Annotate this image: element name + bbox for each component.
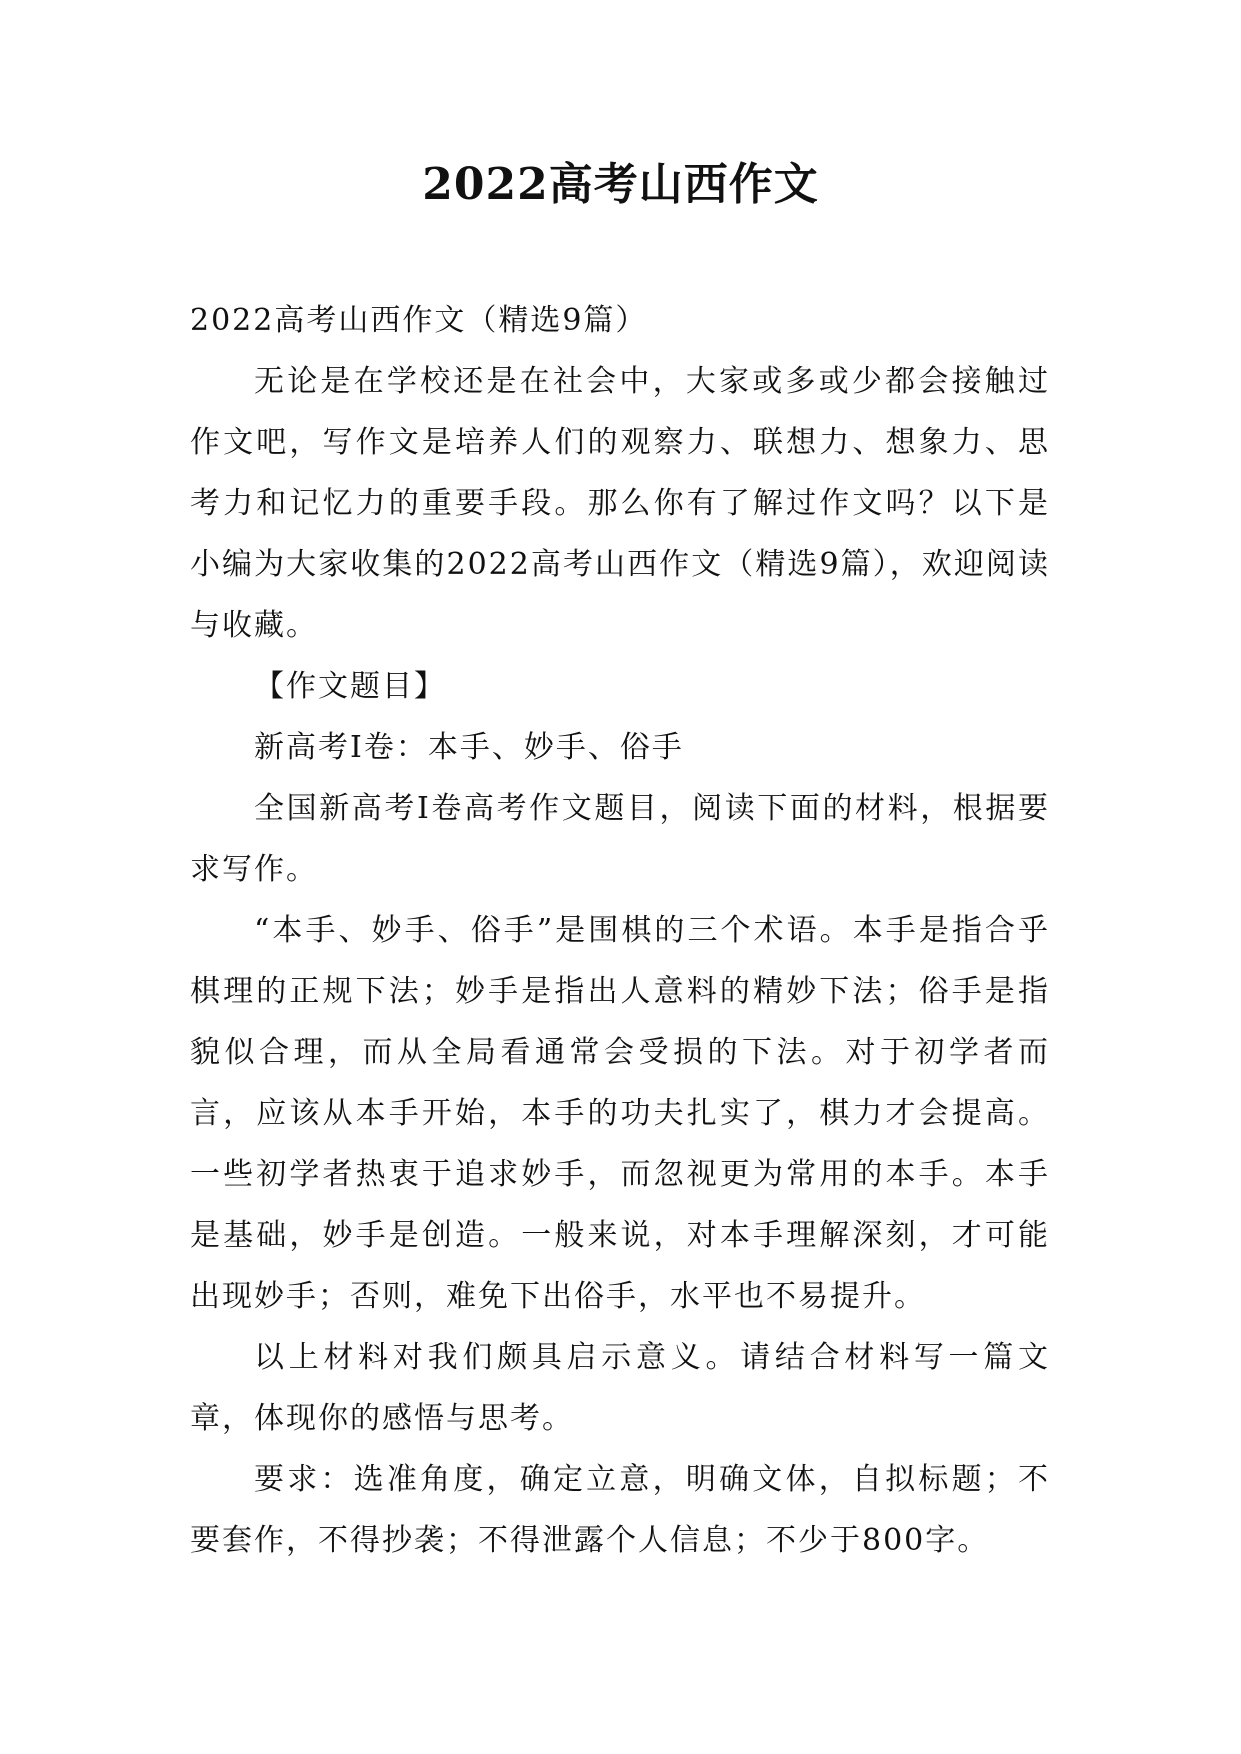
task-paragraph: 以上材料对我们颇具启示意义。请结合材料写一篇文章，体现你的感悟与思考。 [190, 1340, 1050, 1436]
requirements-paragraph: 要求：选准角度，确定立意，明确文体，自拟标题；不要套作，不得抄袭；不得泄露个人信息；不少于800字。 [190, 1462, 1050, 1558]
material-paragraph: “本手、妙手、俗手”是围棋的三个术语。本手是指合乎棋理的正规下法；妙手是指出人意料的精妙下法；俗手是指貌似合理，而从全局看通常会受损的下法。对于初学者而言，应该从本手开始，本手的功夫扎实了，棋力才会提高。一些初学者热衷于追求妙手，而忽视更为常用的本手。本手是基础，妙手是创造。一般来说，对本手理解深刻，才可能出现妙手；否则，难免下出俗手，水平也不易提升。 [190, 913, 1050, 1314]
document-body [190, 290, 1050, 1571]
instruction-paragraph: 全国新高考Ⅰ卷高考作文题目，阅读下面的材料，根据要求写作。 [190, 791, 1050, 887]
section-heading: 【作文题目】 [254, 669, 446, 704]
document-subtitle: 2022高考山西作文（精选9篇） [190, 303, 648, 338]
exam-topic-line: 新高考Ⅰ卷：本手、妙手、俗手 [254, 730, 684, 765]
document-title: 2022高考山西作文 [422, 159, 819, 210]
intro-paragraph: 无论是在学校还是在社会中，大家或多或少都会接触过作文吧，写作文是培养人们的观察力、联想力、想象力、思考力和记忆力的重要手段。那么你有了解过作文吗？以下是小编为大家收集的2022高考山西作文（精选9篇），欢迎阅读与收藏。 [190, 364, 1050, 643]
